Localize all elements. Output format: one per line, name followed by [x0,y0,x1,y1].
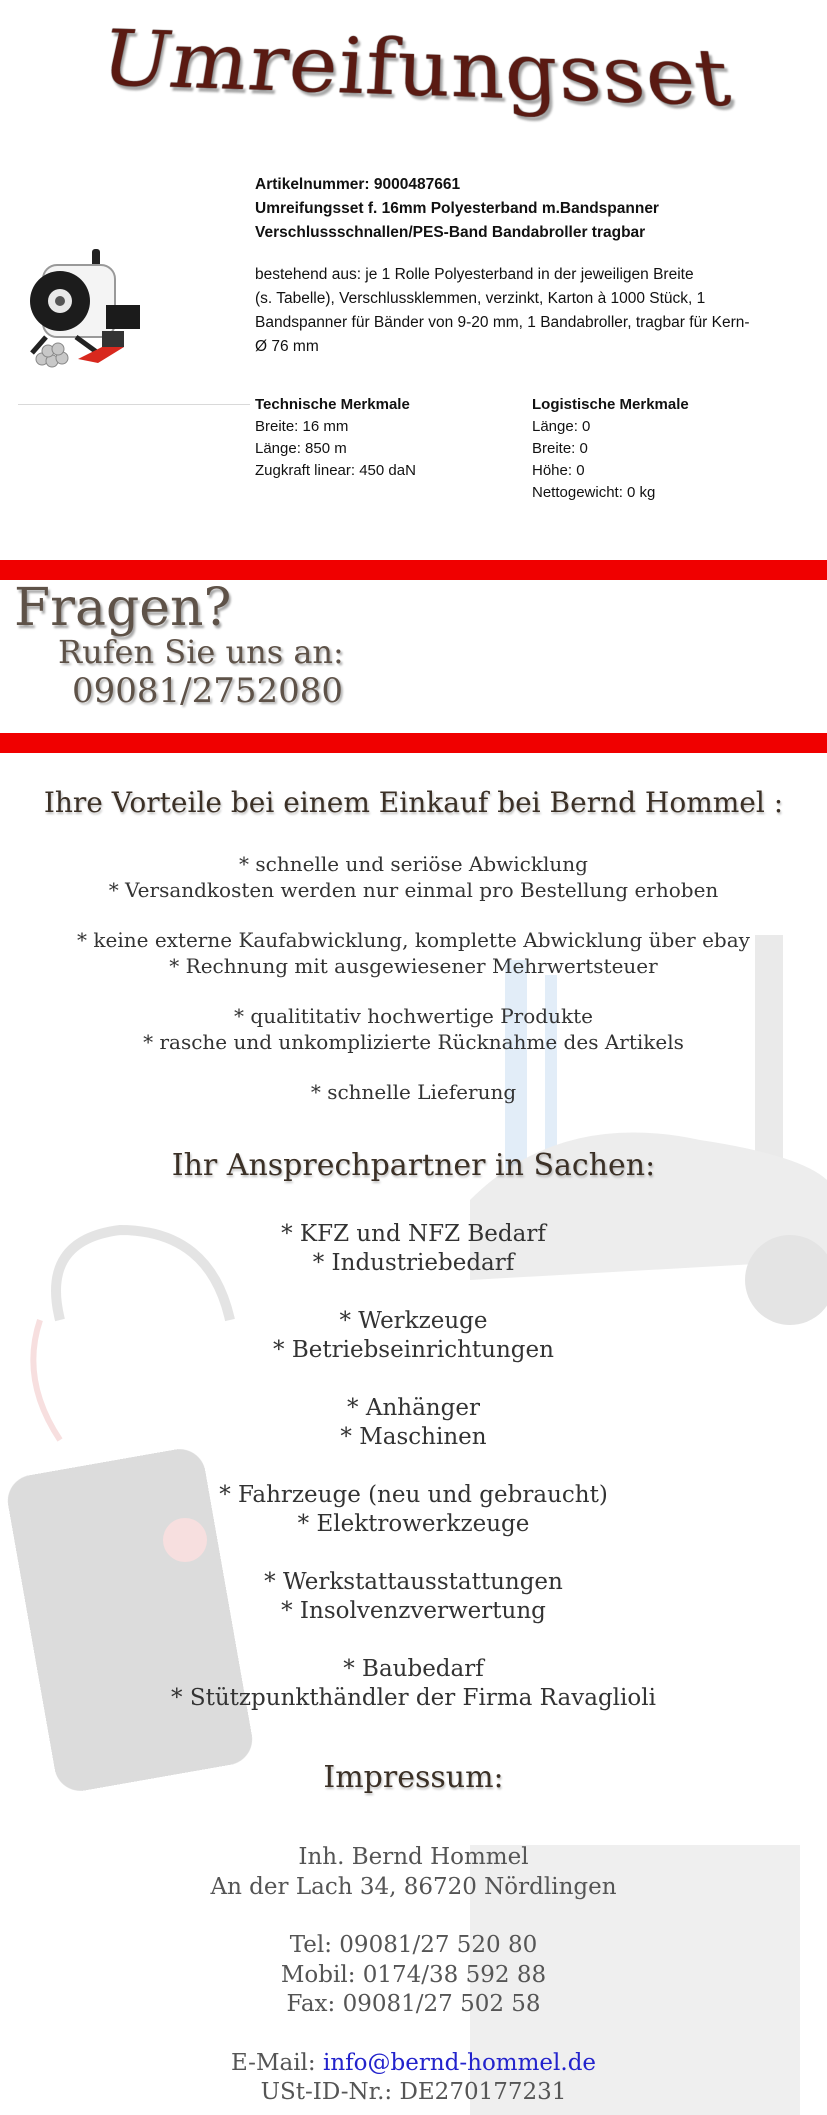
email-label: E-Mail: [230,2049,323,2076]
product-image [28,235,158,375]
product-name-line-1: Umreifungsset f. 16mm Polyesterband m.Bandspanner [255,200,659,217]
product-name-line-2: Verschlussschnallen/PES-Band Bandabroller tragbar [255,224,646,241]
partner-item: * Baubedarf [343,1656,484,1682]
technical-item: Breite: 16 mm [255,418,349,435]
partner-heading: Ihr Ansprechpartner in Sachen: [171,1148,656,1183]
description-line: bestehend aus: je 1 Rolle Polyesterband in der jeweiligen Breite [255,266,694,283]
technical-item: Zugkraft linear: 450 daN [255,462,416,479]
logistic-heading: Logistische Merkmale [532,396,689,413]
technical-heading: Technische Merkmale [255,396,410,413]
advantage-item: * qualititativ hochwertige Produkte [234,1004,593,1028]
logistic-item: Breite: 0 [532,440,588,457]
partner-item: * Werkstattausstattungen [264,1569,563,1595]
impressum-mobil: Mobil: 0174/38 592 88 [280,1961,547,1988]
advantage-item: * Versandkosten werden nur einmal pro Bestellung erhoben [108,877,719,902]
partner-item: * Elektrowerkzeuge [297,1511,530,1537]
technical-features [255,394,515,482]
partner-item: * Anhänger [347,1395,480,1421]
partner-item: * Industriebedarf [312,1250,515,1276]
product-info [255,173,815,359]
logistic-features [532,394,792,504]
impressum-ustid: USt-ID-Nr.: DE270177231 [260,2079,567,2105]
impressum-address: An der Lach 34, 86720 Nördlingen [210,1873,617,1900]
partner-item: * Stützpunkthändler der Firma Ravaglioli [171,1685,656,1711]
contact-call-text: Rufen Sie uns an: [58,633,344,671]
advantage-item: * keine externe Kaufabwicklung, komplette Abwicklung über ebay [77,928,750,952]
email-link[interactable]: info@bernd-hommel.de [322,2049,597,2076]
partner-item: * KFZ und NFZ Bedarf [281,1221,546,1247]
description-line: Bandspanner für Bänder von 9-20 mm, 1 Bandabroller, tragbar für Kern- [255,314,750,331]
article-number: Artikelnummer: 9000487661 [255,176,461,193]
impressum-block [0,1843,827,2108]
contact-question: Fragen? [14,578,232,638]
logistic-item: Nettogewicht: 0 kg [532,484,656,501]
impressum-tel: Tel: 09081/27 520 80 [289,1932,538,1958]
advantage-item: * Rechnung mit ausgewiesener Mehrwertsteuer [169,953,658,978]
description-line: Ø 76 mm [255,338,319,355]
partner-list [0,1220,827,1713]
partner-item: * Maschinen [340,1424,487,1450]
technical-item: Länge: 850 m [255,440,347,457]
impressum-email-row [0,2049,827,2079]
red-divider-bottom [0,733,827,753]
partner-item: * Werkzeuge [339,1308,488,1334]
partner-item: * Fahrzeuge (neu und gebraucht) [219,1482,608,1508]
partner-item: * Betriebseinrichtungen [273,1337,554,1363]
page-title-text: Umreifungsset [91,14,737,125]
description-line: (s. Tabelle), Verschlussklemmen, verzinkt, Karton à 1000 Stück, 1 [255,290,706,307]
impressum-fax: Fax: 09081/27 502 58 [286,1991,541,2017]
logistic-item: Höhe: 0 [532,462,585,479]
impressum-heading: Impressum: [323,1760,504,1795]
impressum-owner: Inh. Bernd Hommel [298,1844,529,1870]
divider [18,404,250,405]
advantages-list [0,852,827,1106]
product-description [255,263,815,359]
contact-phone: 09081/2752080 [72,671,344,711]
advantage-item: * rasche und unkomplizierte Rücknahme des Artikels [143,1029,684,1054]
advantages-heading: Ihre Vorteile bei einem Einkauf bei Bernd Hommel : [43,786,784,819]
advantage-item: * schnelle Lieferung [310,1080,517,1104]
advantage-item: * schnelle und seriöse Abwicklung [239,852,588,876]
page-title [0,8,827,128]
red-divider-top [0,560,827,580]
partner-item: * Insolvenzverwertung [281,1598,546,1624]
logistic-item: Länge: 0 [532,418,591,435]
